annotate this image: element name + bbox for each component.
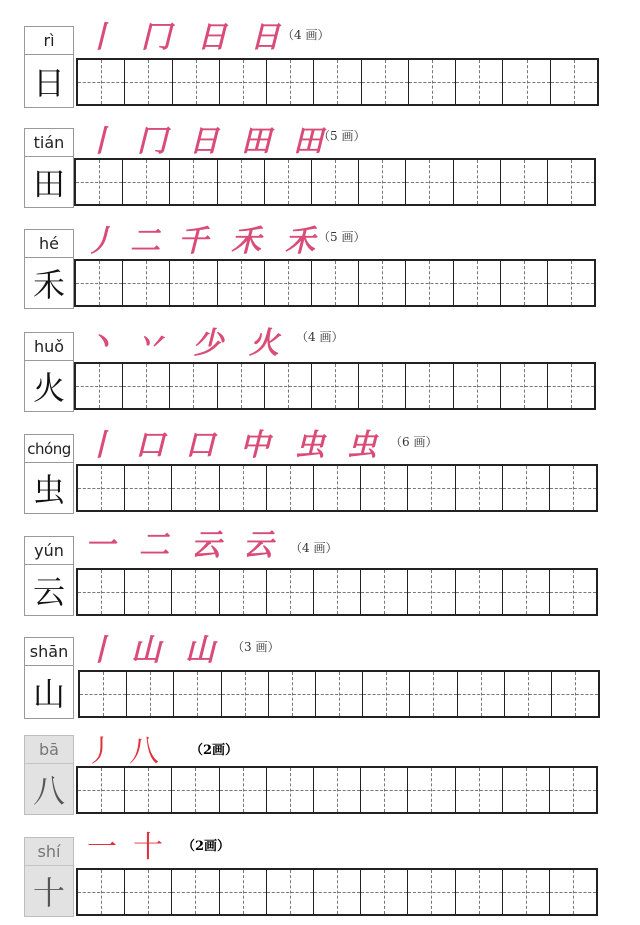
practice-cell[interactable]: [218, 364, 265, 408]
stroke-step: 丨: [85, 20, 115, 55]
stroke-step: 十: [133, 830, 163, 865]
practice-cell[interactable]: [361, 466, 408, 510]
practice-cell[interactable]: [76, 160, 123, 204]
stroke-step: 一: [87, 830, 117, 865]
stroke-order-chong: [78, 422, 398, 462]
practice-cell[interactable]: [550, 870, 596, 914]
practice-cell[interactable]: [551, 60, 597, 104]
practice-cell[interactable]: [267, 768, 314, 812]
practice-cell[interactable]: [501, 160, 548, 204]
pinyin-label: tián: [33, 133, 65, 152]
stroke-order-ba: [78, 728, 198, 768]
practice-cell[interactable]: [361, 570, 408, 614]
pinyin-label: yún: [34, 541, 64, 560]
char-card-ba: [24, 735, 74, 815]
stroke-count: （3 画）: [232, 639, 280, 654]
practice-cell[interactable]: [312, 261, 359, 305]
practice-cell[interactable]: [314, 768, 361, 812]
char-card-tian: [24, 128, 74, 208]
stroke-count: （5 画）: [318, 128, 366, 143]
model-character: 日: [32, 64, 65, 102]
practice-grid-shan[interactable]: [78, 670, 600, 718]
stroke-step: 丨: [85, 428, 115, 463]
practice-cell[interactable]: [125, 570, 172, 614]
practice-cell[interactable]: [78, 768, 125, 812]
practice-cell[interactable]: [172, 570, 219, 614]
practice-cell[interactable]: [78, 60, 125, 104]
practice-cell[interactable]: [123, 160, 170, 204]
practice-cell[interactable]: [174, 672, 221, 716]
practice-cell[interactable]: [265, 364, 312, 408]
practice-cell[interactable]: [222, 672, 269, 716]
pinyin-label: bā: [39, 740, 59, 759]
stroke-step: 田: [293, 124, 323, 159]
practice-cell[interactable]: [503, 570, 550, 614]
practice-cell[interactable]: [408, 466, 455, 510]
practice-cell[interactable]: [359, 364, 406, 408]
practice-cell[interactable]: [359, 160, 406, 204]
practice-cell[interactable]: [220, 870, 267, 914]
practice-cell[interactable]: [362, 60, 409, 104]
practice-cell[interactable]: [408, 768, 455, 812]
practice-cell[interactable]: [501, 261, 548, 305]
stroke-count: （6 画）: [390, 434, 438, 449]
practice-cell[interactable]: [267, 570, 314, 614]
practice-cell[interactable]: [127, 672, 174, 716]
practice-cell[interactable]: [548, 261, 594, 305]
practice-cell[interactable]: [503, 466, 550, 510]
practice-cell[interactable]: [314, 570, 361, 614]
practice-cell[interactable]: [125, 768, 172, 812]
stroke-step: 二: [139, 528, 169, 563]
model-character: 火: [32, 369, 65, 407]
stroke-step: 禾: [285, 224, 315, 259]
stroke-step: 丿: [85, 734, 115, 769]
practice-cell[interactable]: [125, 466, 172, 510]
practice-cell[interactable]: [454, 364, 501, 408]
stroke-step: 丿: [85, 224, 115, 259]
practice-grid-ba[interactable]: [76, 766, 598, 814]
practice-cell[interactable]: [550, 466, 596, 510]
model-character: 山: [32, 675, 65, 713]
practice-cell[interactable]: [552, 672, 598, 716]
stroke-step: 云: [243, 528, 273, 563]
char-card-shi: [24, 837, 74, 917]
practice-grid-huo[interactable]: [74, 362, 596, 410]
char-card-shan: [24, 637, 74, 719]
stroke-step: 一: [85, 528, 115, 563]
char-card-he: [24, 229, 74, 309]
stroke-step: 云: [191, 528, 221, 563]
practice-cell[interactable]: [550, 768, 596, 812]
practice-cell[interactable]: [312, 364, 359, 408]
stroke-order-ri: [78, 14, 378, 54]
stroke-order-huo: [78, 320, 298, 360]
practice-cell[interactable]: [170, 160, 217, 204]
stroke-count: （4 画）: [290, 540, 338, 555]
practice-cell[interactable]: [314, 466, 361, 510]
stroke-step: 虫: [295, 428, 325, 463]
practice-cell[interactable]: [361, 870, 408, 914]
practice-cell[interactable]: [269, 672, 316, 716]
stroke-step: 中: [240, 428, 270, 463]
stroke-step: 虫: [347, 428, 377, 463]
stroke-step: 山: [131, 633, 161, 668]
practice-cell[interactable]: [503, 60, 550, 104]
practice-cell[interactable]: [218, 261, 265, 305]
stroke-count: （4 画）: [296, 329, 344, 344]
practice-cell[interactable]: [548, 364, 594, 408]
practice-cell[interactable]: [505, 672, 552, 716]
stroke-step: 丷: [135, 326, 165, 361]
stroke-step: 丨: [85, 633, 115, 668]
practice-cell[interactable]: [267, 870, 314, 914]
stroke-step: 日: [189, 124, 219, 159]
practice-cell[interactable]: [550, 570, 596, 614]
practice-cell[interactable]: [316, 672, 363, 716]
practice-cell[interactable]: [220, 466, 267, 510]
practice-cell[interactable]: [456, 570, 503, 614]
practice-cell[interactable]: [458, 672, 505, 716]
practice-cell[interactable]: [78, 870, 125, 914]
stroke-step: 火: [249, 326, 279, 361]
practice-cell[interactable]: [220, 60, 267, 104]
practice-cell[interactable]: [267, 60, 314, 104]
practice-cell[interactable]: [220, 768, 267, 812]
char-card-yun: [24, 536, 74, 616]
practice-cell[interactable]: [363, 672, 410, 716]
practice-grid-ri[interactable]: [76, 58, 599, 106]
practice-cell[interactable]: [406, 364, 453, 408]
practice-cell[interactable]: [267, 466, 314, 510]
practice-cell[interactable]: [456, 870, 503, 914]
stroke-order-he: [78, 218, 338, 258]
stroke-order-shan: [78, 627, 248, 667]
char-card-chong: [24, 434, 74, 514]
stroke-order-tian: [78, 118, 338, 158]
practice-cell[interactable]: [170, 364, 217, 408]
stroke-count: （4 画）: [282, 27, 330, 42]
practice-cell[interactable]: [454, 261, 501, 305]
practice-cell[interactable]: [80, 672, 127, 716]
stroke-step: 丶: [85, 326, 115, 361]
stroke-step: 口: [185, 428, 215, 463]
practice-grid-chong[interactable]: [76, 464, 598, 512]
stroke-count: （5 画）: [318, 229, 366, 244]
practice-cell[interactable]: [170, 261, 217, 305]
practice-cell[interactable]: [78, 466, 125, 510]
practice-cell[interactable]: [410, 672, 457, 716]
practice-cell[interactable]: [454, 160, 501, 204]
stroke-step: 少: [193, 326, 223, 361]
stroke-step: 二: [130, 224, 160, 259]
pinyin-label: hé: [39, 234, 59, 253]
practice-cell[interactable]: [218, 160, 265, 204]
pinyin-label: rì: [43, 31, 55, 50]
model-character: 田: [32, 165, 65, 203]
stroke-order-yun: [78, 522, 298, 562]
practice-cell[interactable]: [78, 570, 125, 614]
stroke-step: 日: [250, 20, 280, 55]
practice-cell[interactable]: [456, 466, 503, 510]
practice-grid-shi[interactable]: [76, 868, 598, 916]
practice-cell[interactable]: [548, 160, 594, 204]
practice-cell[interactable]: [265, 261, 312, 305]
model-character: 八: [32, 772, 65, 810]
practice-grid-he[interactable]: [74, 259, 596, 307]
practice-cell[interactable]: [312, 160, 359, 204]
practice-cell[interactable]: [501, 364, 548, 408]
pinyin-label: chóng: [27, 439, 71, 458]
practice-cell[interactable]: [220, 570, 267, 614]
practice-cell[interactable]: [314, 60, 361, 104]
practice-cell[interactable]: [406, 160, 453, 204]
model-character: 十: [32, 874, 65, 912]
practice-cell[interactable]: [406, 261, 453, 305]
pinyin-label: shí: [37, 842, 61, 861]
practice-cell[interactable]: [125, 60, 172, 104]
practice-cell[interactable]: [76, 364, 123, 408]
stroke-step: 日: [197, 20, 227, 55]
practice-cell[interactable]: [456, 768, 503, 812]
practice-grid-tian[interactable]: [74, 158, 596, 206]
practice-cell[interactable]: [172, 870, 219, 914]
practice-cell[interactable]: [125, 870, 172, 914]
stroke-step: 口: [135, 428, 165, 463]
practice-cell[interactable]: [409, 60, 456, 104]
model-character: 虫: [32, 471, 65, 509]
practice-cell[interactable]: [76, 261, 123, 305]
stroke-step: 丨: [85, 124, 115, 159]
practice-cell[interactable]: [359, 261, 406, 305]
stroke-count: （2画）: [190, 742, 239, 758]
practice-cell[interactable]: [123, 261, 170, 305]
practice-cell[interactable]: [408, 570, 455, 614]
practice-cell[interactable]: [123, 364, 170, 408]
practice-cell[interactable]: [408, 870, 455, 914]
practice-cell[interactable]: [314, 870, 361, 914]
stroke-step: 禾: [231, 224, 261, 259]
model-character: 云: [32, 573, 65, 611]
pinyin-label: huǒ: [33, 337, 65, 356]
stroke-step: 冂: [137, 124, 167, 159]
pinyin-label: shān: [29, 642, 69, 661]
practice-cell[interactable]: [265, 160, 312, 204]
practice-cell[interactable]: [456, 60, 503, 104]
char-card-huo: [24, 332, 74, 412]
stroke-step: 田: [241, 124, 271, 159]
stroke-step: 山: [185, 633, 215, 668]
practice-grid-yun[interactable]: [76, 568, 598, 616]
practice-cell[interactable]: [361, 768, 408, 812]
stroke-step: 千: [178, 224, 208, 259]
practice-cell[interactable]: [172, 466, 219, 510]
stroke-step: 冂: [141, 20, 171, 55]
stroke-step: 八: [129, 734, 159, 769]
char-card-ri: [24, 26, 74, 108]
practice-cell[interactable]: [172, 768, 219, 812]
practice-cell[interactable]: [503, 768, 550, 812]
model-character: 禾: [32, 266, 65, 304]
practice-cell[interactable]: [503, 870, 550, 914]
practice-cell[interactable]: [173, 60, 220, 104]
stroke-count: （2画）: [182, 838, 231, 854]
